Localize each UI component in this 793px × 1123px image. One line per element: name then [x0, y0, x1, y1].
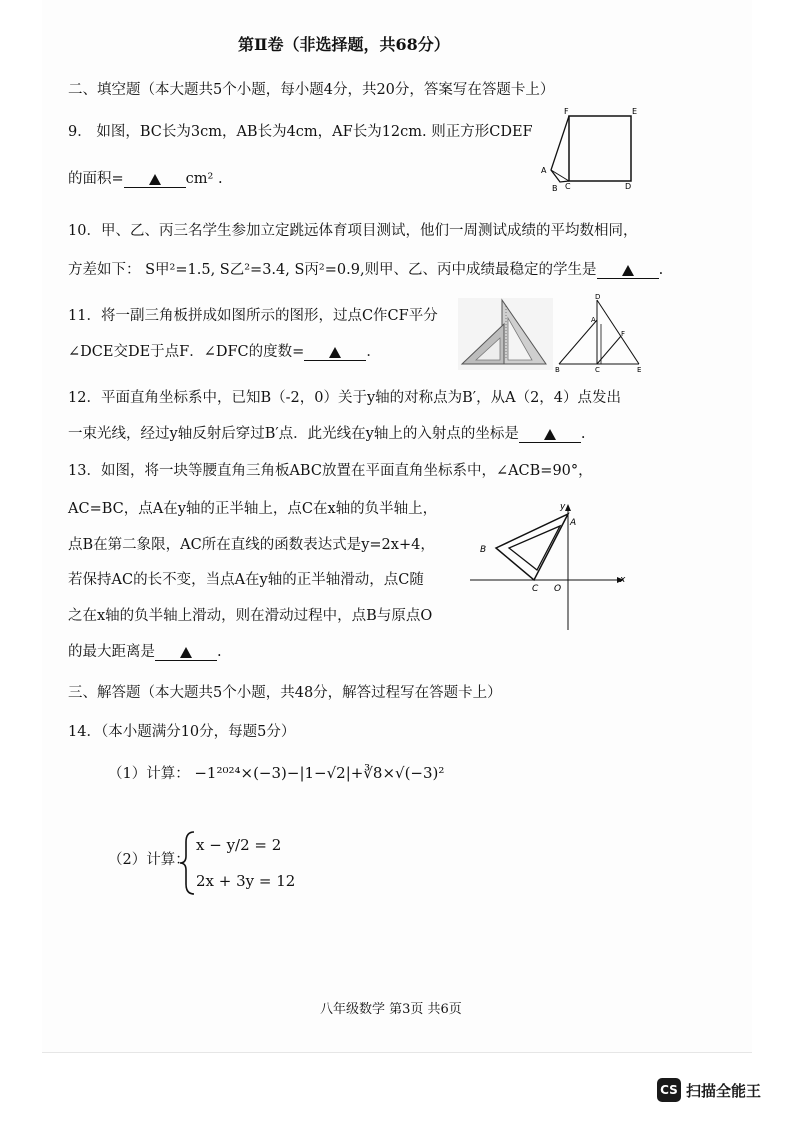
label-d: D — [625, 182, 632, 191]
label-y: y — [560, 502, 566, 512]
segment-de — [597, 300, 639, 364]
q13-prefix: 的最大距离是 — [68, 644, 155, 660]
page-title: 第Ⅱ卷（非选择题，共68分） — [238, 35, 450, 54]
answer-blank — [304, 344, 366, 361]
variance-bing: S丙²=0.9, — [294, 262, 365, 278]
segment-ab — [559, 320, 597, 364]
q9-suffix: cm² . — [185, 171, 223, 187]
label-c: C — [595, 366, 600, 374]
q13-suffix: . — [217, 644, 222, 660]
q10-line1: 10．甲、乙、丙三名学生参加立定跳远体育项目测试，他们一周测试成绩的平均数相同， — [68, 223, 638, 239]
variance-jia: S甲²=1.5, — [145, 262, 216, 278]
section-2-heading: 二、填空题（本大题共5个小题，每小题4分，共20分，答案写在答题卡上） — [68, 82, 555, 98]
camscanner-watermark — [657, 1078, 761, 1102]
q12-suffix: . — [580, 426, 586, 442]
q14-part1 — [108, 762, 444, 783]
square-cdef — [569, 116, 631, 181]
q12-line1: 12．平面直角坐标系中，已知B（-2，0）关于y轴的对称点为B′，从A（2，4）点发出 — [68, 390, 622, 406]
q13-line6 — [68, 640, 222, 661]
left-brace-icon — [180, 832, 194, 894]
q11-line2 — [68, 340, 381, 361]
answer-blank — [124, 171, 186, 188]
q10-end: . — [658, 262, 664, 278]
q11-line1: 11．将一副三角板拼成如图所示的图形，过点C作CF平分 — [68, 308, 438, 324]
triangle-icon — [149, 174, 161, 185]
section-3-heading: 三、解答题（本大题共5个小题，共48分，解答过程写在答题卡上） — [68, 685, 502, 701]
q9-prefix: 的面积= — [68, 171, 124, 187]
triangle-abc-outer — [496, 514, 568, 580]
answer-blank — [597, 262, 659, 279]
q14-heading: 14．（本小题满分10分，每题5分） — [68, 724, 296, 740]
triangle-abc-inner — [509, 526, 560, 570]
label-b: B — [555, 366, 560, 374]
triangle-icon — [622, 265, 634, 276]
label-e: E — [637, 366, 642, 374]
segment-ac — [551, 170, 569, 181]
q13-line5: 之在x轴的负半轴上滑动，则在滑动过程中，点B与原点O — [68, 608, 433, 624]
q9-figure — [528, 103, 646, 193]
label-f: F — [564, 107, 569, 116]
label-o: O — [554, 584, 562, 594]
q11-figure — [555, 292, 645, 374]
label-b: B — [480, 545, 487, 555]
answer-blank — [519, 426, 581, 443]
q10-prefix: 方差如下： — [68, 262, 141, 278]
variance-yi: S乙²=3.4, — [219, 262, 290, 278]
q9-line2 — [68, 167, 223, 188]
y-axis-arrow — [565, 504, 571, 511]
q14-part2-label: （2）计算： — [108, 852, 190, 868]
label-x: x — [620, 575, 626, 585]
label-b: B — [552, 184, 558, 193]
q12-prefix: 一束光线，经过y轴反射后穿过B′点．此光线在y轴上的入射点的坐标是 — [68, 426, 519, 442]
camscanner-logo-icon: CS — [657, 1078, 681, 1102]
q11-suffix: ． — [366, 344, 381, 360]
page-footer: 八年级数学 第3页 共6页 — [320, 1002, 462, 1017]
q9-line1: 9． 如图，BC长为3cm，AB长为4cm，AF长为12cm. 则正方形CDEF — [68, 124, 533, 140]
q14-part1-expression: −1²⁰²⁴×(−3)−|1−√2|+∛8×√(−3)² — [194, 764, 445, 782]
label-a: A — [591, 316, 596, 324]
segment-cf — [597, 336, 621, 364]
q10-suffix: 则甲、乙、丙中成绩最稳定的学生是 — [364, 262, 597, 278]
system-brace — [178, 830, 198, 896]
label-f: F — [621, 330, 626, 338]
q13-figure — [468, 498, 630, 633]
triangle-icon — [329, 347, 341, 358]
q11-prefix: ∠DCE交DE于点F．∠DFC的度数= — [68, 344, 305, 360]
label-c: C — [565, 182, 571, 191]
camscanner-text: 扫描全能王 — [686, 1081, 762, 1100]
q13-line4: 若保持AC的长不变，当点A在y轴的正半轴滑动，点C随 — [68, 572, 424, 588]
system-eq1: x − y/2 = 2 — [196, 836, 282, 854]
triangle-icon — [180, 647, 192, 658]
q14-part1-label: （1）计算： — [108, 766, 190, 782]
q12-line2 — [68, 422, 585, 443]
label-e: E — [632, 107, 638, 116]
label-d: D — [595, 293, 601, 301]
label-a: A — [570, 518, 577, 528]
q13-line2: AC=BC，点A在y轴的正半轴上，点C在x轴的负半轴上， — [68, 501, 438, 517]
label-a: A — [541, 166, 547, 175]
triangle-icon — [544, 429, 556, 440]
triangle-set-photo — [458, 298, 553, 370]
label-c: C — [532, 584, 539, 594]
q10-line2 — [68, 258, 663, 279]
q13-line1: 13．如图，将一块等腰直角三角板ABC放置在平面直角坐标系中，∠ACB=90°， — [68, 463, 593, 479]
q13-line3: 点B在第二象限，AC所在直线的函数表达式是y=2x+4， — [68, 537, 435, 553]
system-eq2: 2x + 3y = 12 — [196, 872, 296, 890]
answer-blank — [155, 644, 217, 661]
